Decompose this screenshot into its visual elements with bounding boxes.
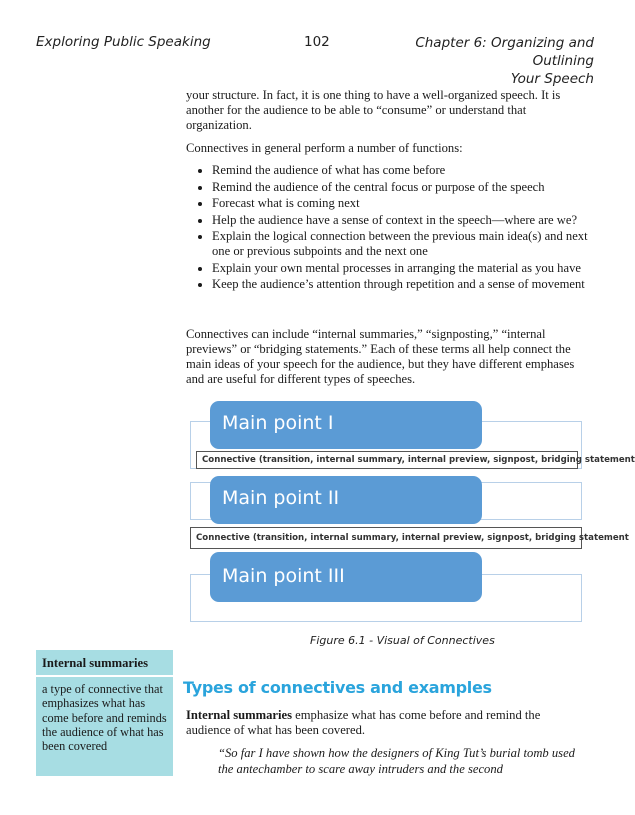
paragraph-structure: your structure. In fact, it is one thing to have a well-organized speech. It is another for the audience to be able to “consume” or understand that organization. — [186, 88, 561, 132]
connective-bar-1: Connective (transition, internal summary, internal preview, signpost, bridging statement — [196, 451, 578, 469]
list-item: • Explain your own mental processes in arranging the material as you have — [212, 261, 604, 276]
list-item: • Forecast what is coming next — [212, 196, 604, 211]
paragraph-internal-summaries — [186, 708, 586, 738]
term-description: emphasize what has come before and remind the audience of what has been covered. — [186, 708, 541, 737]
glossary-term: Internal summaries — [42, 656, 148, 670]
glossary-sidebar — [36, 650, 173, 776]
paragraph-connective-types: Connectives can include “internal summaries,” “signposting,” “internal previews” or “bridging statements.” Each of these terms all help connect the main ideas of your speech for the audience, but they have different emphases and are useful for different types of speeches. — [186, 327, 575, 386]
paragraph-functions-intro: Connectives in general perform a number of functions: — [186, 141, 463, 155]
bold-term: Internal summaries — [186, 708, 292, 722]
list-item: • Remind the audience of what has come before — [212, 163, 604, 178]
running-header-chapter — [364, 34, 594, 88]
chapter-title-line1: Chapter 6: Organizing and Outlining — [415, 35, 594, 69]
main-point-box-3: Main point III — [210, 552, 482, 602]
connective-bar-2: Connective (transition, internal summary, internal preview, signpost, bridging statement — [190, 527, 582, 549]
example-quote: “So far I have shown how the designers of King Tut’s burial tomb used the antechamber to scare away intruders and the second — [218, 746, 575, 776]
list-item: • Help the audience have a sense of context in the speech—where are we? — [212, 213, 604, 228]
divider — [36, 675, 173, 677]
page-number: 102 — [304, 34, 330, 50]
list-item: • Remind the audience of the central focus or purpose of the speech — [212, 180, 604, 195]
running-header-book-title: Exploring Public Speaking — [36, 34, 211, 50]
list-item: • Explain the logical connection between the previous main idea(s) and next one or previous subpoints and the next one — [212, 229, 604, 259]
connectives-figure — [190, 399, 635, 623]
figure-caption: Figure 6.1 - Visual of Connectives — [310, 634, 495, 647]
chapter-title-line2: Your Speech — [510, 71, 594, 87]
section-heading: Types of connectives and examples — [183, 678, 492, 697]
glossary-definition: a type of connective that emphasizes what has come before and reminds the audience of what has been covered — [42, 682, 167, 754]
main-point-box-1: Main point I — [210, 401, 482, 449]
main-point-box-2: Main point II — [210, 476, 482, 524]
list-item: • Keep the audience’s attention through repetition and a sense of movement — [212, 277, 604, 292]
connective-functions-list — [186, 163, 604, 294]
